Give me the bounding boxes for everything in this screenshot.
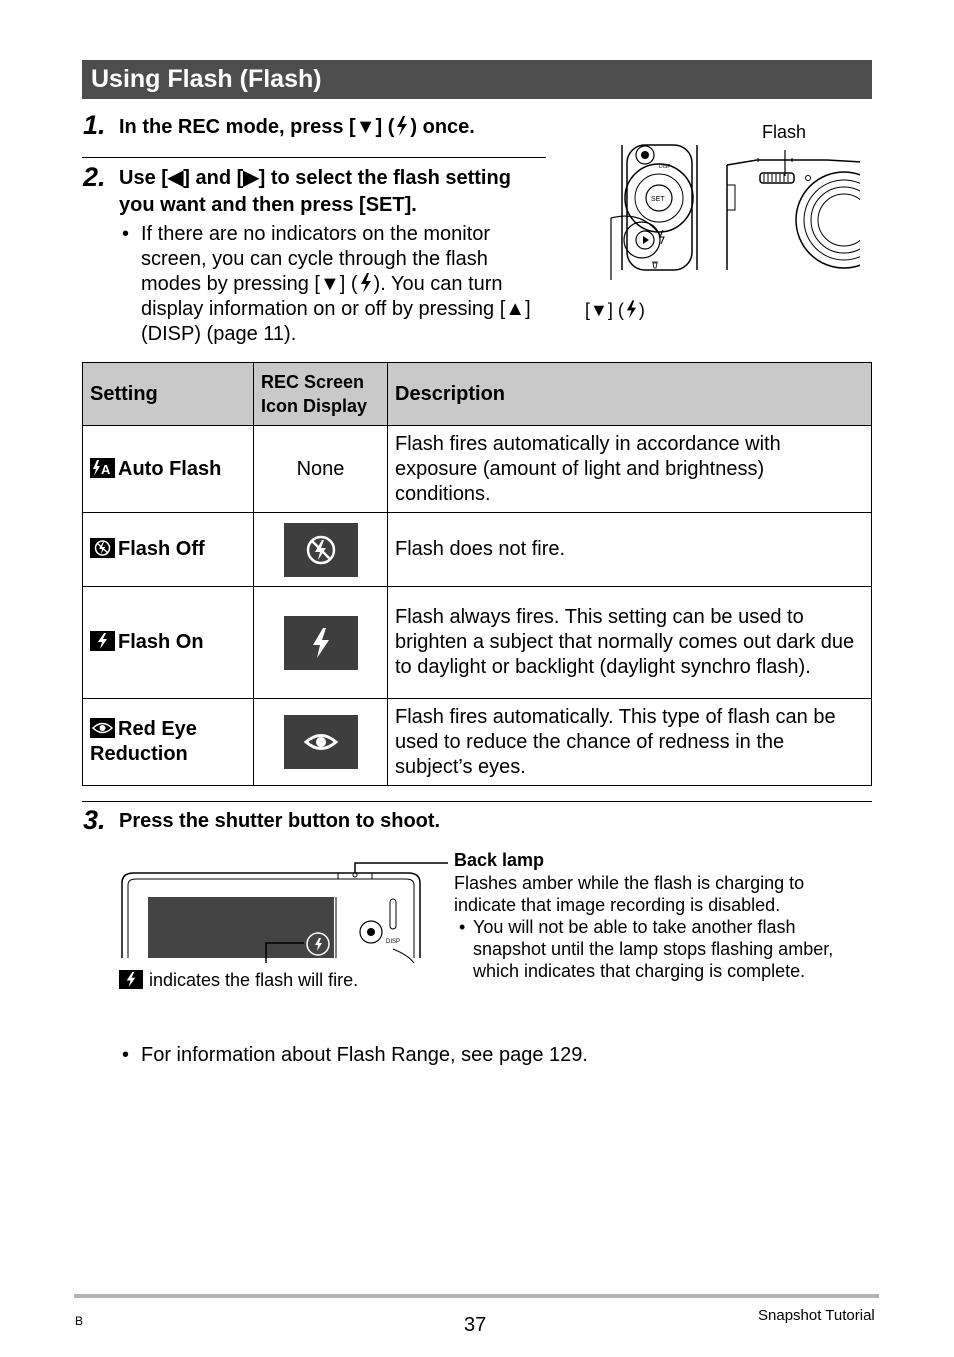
step-2-text: Use [◀] and [▶] to select the flash setting you want and then press [SET]. (119, 167, 511, 216)
icon-display-cell: None (254, 426, 388, 513)
setting-cell: Flash On (83, 587, 254, 699)
auto-flash-icon (90, 458, 115, 478)
step-3-text: Press the shutter button to shoot. (119, 810, 441, 832)
table-row (83, 426, 872, 513)
flash-on-icon (90, 631, 115, 651)
flash-off-icon (90, 538, 115, 558)
description-cell: Flash fires automatically. This type of flash can be used to reduce the chance of redness in the subject’s eyes. (388, 699, 872, 786)
back-lamp-title: Back lamp (454, 850, 545, 870)
page-number: 37 (464, 1314, 487, 1336)
svg-text:DISP: DISP (386, 939, 401, 945)
table-header-row (83, 363, 872, 426)
red-eye-icon (284, 715, 358, 769)
setting-cell: Flash Off (83, 513, 254, 587)
flash-icon (626, 300, 637, 319)
step-2-bullet: If there are no indicators on the monitor screen, you can cycle through the flash modes by pressing [▼] ( ). You can turn display information on or off by pressing [▲] (DISP) (page 11). (141, 223, 531, 345)
description-cell: Flash fires automatically in accordance with exposure (amount of light and brightness) conditions. (388, 426, 872, 513)
setting-cell: Red Eye Reduction (83, 699, 254, 786)
flash-icon (360, 273, 372, 293)
description-cell: Flash does not fire. (388, 513, 872, 587)
table-row (83, 587, 872, 699)
down-button-label: [▼] ( ) (585, 300, 645, 320)
back-lamp-bullet: You will not be able to take another flash snapshot until the lamp stops flashing amber, which indicates that charging is complete. (473, 917, 834, 981)
flash-label: Flash (762, 122, 807, 142)
bullet-dot: • (459, 917, 466, 937)
svg-text:SET: SET (651, 196, 665, 203)
icon-display-cell (254, 699, 388, 786)
flash-on-icon (119, 970, 143, 989)
step-1-text: In the REC mode, press [▼] ( ) once. (119, 116, 475, 138)
svg-text:A: A (101, 461, 111, 477)
icon-display-cell (254, 513, 388, 587)
flash-on-icon (284, 616, 358, 670)
flash-off-icon (284, 523, 358, 577)
flash-icon (396, 116, 408, 136)
header-setting: Setting (83, 363, 254, 426)
bullet-dot: • (122, 1044, 130, 1066)
header-description: Description (388, 363, 872, 426)
divider (82, 157, 546, 158)
table-row (83, 699, 872, 786)
camera-back-lamp-illustration (118, 855, 453, 963)
footer-divider (74, 1294, 879, 1298)
setting-cell: A Auto Flash (83, 426, 254, 513)
page-title: Using Flash (Flash) (82, 60, 872, 99)
flash-settings-table (82, 362, 872, 786)
footer-left: B (75, 1314, 84, 1328)
camera-back-illustration (582, 140, 872, 280)
footer-section: Snapshot Tutorial (758, 1307, 875, 1324)
icon-display-cell (254, 587, 388, 699)
table-row (83, 513, 872, 587)
flash-range-note: For information about Flash Range, see page 129. (141, 1044, 588, 1066)
flash-indicator-caption: indicates the flash will fire. (119, 970, 358, 991)
step-2-number: 2. (83, 162, 106, 192)
step-3-number: 3. (83, 805, 106, 835)
red-eye-icon (90, 718, 115, 738)
description-cell: Flash always fires. This setting can be used to brighten a subject that normally comes out dark due to daylight or backlight (daylight synchro flash). (388, 587, 872, 699)
divider (82, 801, 872, 802)
svg-text:DISP: DISP (659, 164, 671, 170)
bullet-dot: • (122, 223, 130, 245)
header-rec-icon: REC Screen Icon Display (254, 363, 388, 426)
step-1-number: 1. (83, 110, 106, 140)
back-lamp-text: Flashes amber while the flash is charging to indicate that image recording is disabled. (454, 873, 805, 915)
